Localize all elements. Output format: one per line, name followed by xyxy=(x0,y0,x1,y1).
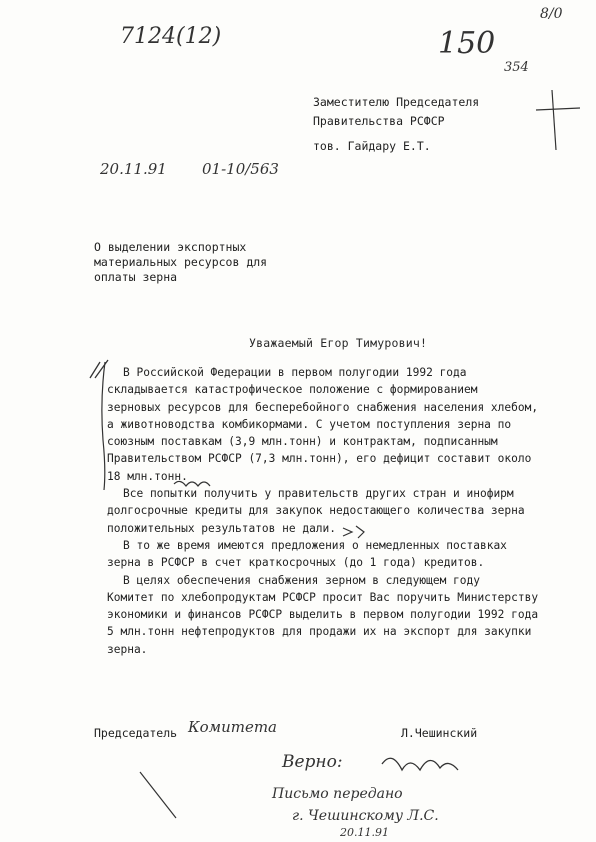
letter-body xyxy=(107,364,577,658)
body-line: зерновых ресурсов для бесперебойного снабжения населения хлебом, xyxy=(107,400,539,414)
margin-check-icon xyxy=(90,360,108,378)
handed-note-line-2: г. Чешинскому Л.С. xyxy=(292,808,439,824)
cross-mark-horizontal xyxy=(536,108,580,110)
addressee-line-2: Правительства РСФСР xyxy=(313,114,445,128)
archive-reference: 7124(12) xyxy=(120,24,222,49)
page-reference: 8/0 xyxy=(540,6,563,22)
body-line: экономики и финансов РСФСР выделить в первом полугодии 1992 года xyxy=(107,608,539,622)
margin-bracket-icon xyxy=(102,362,105,490)
diagonal-stroke xyxy=(140,772,176,818)
cross-mark-vertical xyxy=(552,90,556,150)
copy-verified-note: Верно: xyxy=(282,752,343,772)
addressee-line-3: тов. Гайдару Е.Т. xyxy=(313,139,431,153)
signatory-role: Председатель xyxy=(94,726,178,740)
body-line: зерна в РСФСР в счет краткосрочных (до 1 года) кредитов. xyxy=(107,556,485,570)
page-reference-secondary: 354 xyxy=(504,60,529,75)
body-line: долгосрочные кредиты для закупок недостающего количества зерна xyxy=(107,504,525,518)
body-line: В целях обеспечения снабжения зерном в следующем году xyxy=(123,573,480,587)
subject-line-1: О выделении экспортных xyxy=(94,240,247,254)
body-line: Правительством РСФСР (7,3 млн.тонн), его дефицит составит около xyxy=(107,452,532,466)
registration-number: 01-10/563 xyxy=(202,160,279,178)
body-line: 18 млн.тонн. xyxy=(107,469,188,483)
body-line: союзным поставкам (3,9 млн.тонн) и контрактам, подписанным xyxy=(107,435,498,449)
body-line: 5 млн.тонн нефтепродуктов для продажи их на экспорт для закупки xyxy=(107,625,532,639)
sheet-number: 150 xyxy=(438,26,496,61)
subject-line-2: материальных ресурсов для xyxy=(94,255,268,269)
subject-line-3: оплаты зерна xyxy=(94,270,178,284)
addressee-block xyxy=(313,93,479,156)
signature-note: Комитета xyxy=(188,718,278,736)
body-line: а животноводства комбикормами. С учетом поступления зерна по xyxy=(107,417,512,431)
registration-date: 20.11.91 xyxy=(100,160,167,178)
body-line: зерна. xyxy=(107,642,148,656)
handed-note-line-1: Письмо передано xyxy=(272,786,403,802)
addressee-line-1: Заместителю Председателя xyxy=(313,95,480,109)
subject-block xyxy=(94,240,267,285)
body-line: Все попытки получить у правительств других стран и инофирм xyxy=(123,487,514,501)
body-line: В то же время имеются предложения о немедленных поставках xyxy=(123,538,507,552)
handwritten-signature xyxy=(382,758,458,770)
salutation: Уважаемый Егор Тимурович! xyxy=(249,336,428,350)
body-line: положительных результатов не дали. xyxy=(107,521,337,535)
body-line: складывается катастрофическое положение с формированием xyxy=(107,383,478,397)
signatory-name: Л.Чешинский xyxy=(401,726,478,740)
body-line: Комитет по хлебопродуктам РСФСР просит Вас поручить Министерству xyxy=(107,590,539,604)
handed-note-date: 20.11.91 xyxy=(340,826,389,839)
body-line: В Российской Федерации в первом полугодии 1992 года xyxy=(123,366,467,379)
